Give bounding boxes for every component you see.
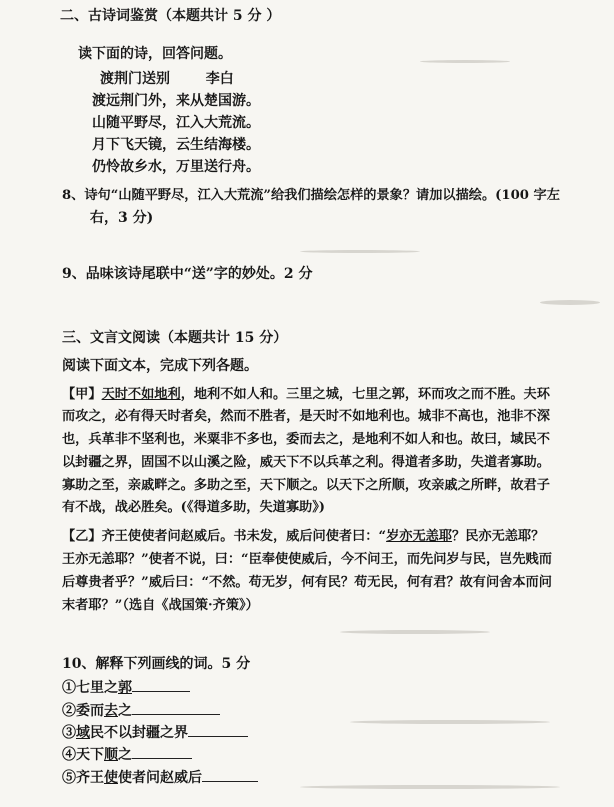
passage-jia-line: 寡助之至，亲戚畔之。多助之至，天下顺之。以天下之所顺，攻亲戚之所畔，故君子	[62, 478, 550, 493]
section-title-poetry: 二、古诗词鉴赏（本题共计 5 分 ）	[60, 8, 281, 24]
passage-jia-line	[62, 385, 550, 405]
question-8-line1: 8、诗句“山随平野尽，江入大荒流”给我们描绘怎样的景象？请加以描绘。(100 字左	[62, 188, 560, 203]
item-number: ②	[62, 703, 76, 719]
poem-line: 月下飞天镜，云生结海楼。	[92, 137, 260, 153]
vocab-item: ④天下顺之	[62, 744, 192, 765]
underlined-word: 顺	[104, 747, 118, 763]
passage-yi-line: 末者耶？”（选自《战国策·齐策》）	[62, 598, 259, 613]
scan-noise	[420, 60, 510, 63]
poem-line: 山随平野尽，江入大荒流。	[92, 115, 260, 131]
poem-title-text: 渡荆门送别	[100, 71, 170, 87]
passage-yi-line	[62, 527, 544, 547]
underlined-word: 域	[76, 725, 90, 741]
question-9: 9、品味该诗尾联中“送”字的妙处。2 分	[62, 266, 313, 282]
passage-text: 齐王使使者问赵威后。书未发，威后问使者曰：“	[101, 529, 387, 544]
passage-jia-line: 以封疆之界，固国不以山溪之险，威天下不以兵革之利。得道者多助，失道者寡助。	[62, 455, 550, 470]
scan-noise	[340, 630, 490, 634]
passage-yi-line: 王亦无恙耶？”使者不说，曰：“臣奉使使威后，今不问王，而先问岁与民，岂先贱而	[62, 552, 552, 567]
item-number: ④	[62, 747, 76, 763]
passage-text: ？民亦无恙耶？	[452, 529, 545, 544]
scan-noise	[300, 250, 420, 253]
answer-blank[interactable]	[132, 677, 190, 692]
classical-instructions: 阅读下面文本，完成下列各题。	[62, 358, 258, 374]
question-10-title: 10、解释下列画线的词。5 分	[62, 656, 251, 672]
question-8-line2: 右，3 分)	[90, 210, 154, 226]
answer-blank[interactable]	[132, 700, 220, 715]
underlined-phrase: 岁亦无恙耶	[386, 529, 453, 544]
scan-noise	[300, 785, 560, 789]
poem-line: 渡远荆门外，来从楚国游。	[92, 93, 260, 109]
passage-yi-line: 后尊贵者乎？”威后曰：“不然。苟无岁，何有民？苟无民，何有君？故有问舍本而问	[62, 575, 552, 590]
item-number: ①	[62, 680, 76, 696]
vocab-item: ①七里之郭	[62, 677, 190, 698]
passage-text: ，地利不如人和。三里之城，七里之郭，环而攻之而不胜。夫环	[180, 387, 550, 402]
poem-author: 李白	[205, 71, 234, 87]
section-title-classical: 三、文言文阅读（本题共计 15 分）	[62, 330, 288, 346]
poem-title	[100, 69, 234, 89]
vocab-item: ⑤齐王使使者问赵威后	[62, 767, 258, 788]
answer-blank[interactable]	[202, 767, 258, 782]
answer-blank[interactable]	[188, 722, 248, 737]
scan-noise	[540, 300, 600, 305]
passage-jia-line: 有不战，战必胜矣。(《得道多助，失道寡助》)	[62, 500, 326, 515]
vocab-item: ③域民不以封疆之界	[62, 722, 248, 743]
passage-jia-line: 也，兵革非不坚利也，米粟非不多也，委而去之，是地利不如人和也。故曰，域民不	[62, 432, 550, 447]
underlined-phrase: 天时不如地利	[101, 387, 181, 402]
underlined-word: 郭	[118, 680, 132, 696]
underlined-word: 去	[104, 703, 118, 719]
poetry-instructions: 读下面的诗，回答问题。	[78, 46, 232, 62]
poem-line: 仍怜故乡水，万里送行舟。	[92, 159, 260, 175]
underlined-word: 使	[104, 770, 118, 786]
passage-jia-line: 而攻之，必有得天时者矣，然而不胜者，是天时不如地利也。城非不高也，池非不深	[62, 409, 550, 424]
item-number: ⑤	[62, 770, 76, 786]
passage-yi-tag: 【乙】	[62, 529, 102, 544]
passage-jia-tag: 【甲】	[62, 387, 102, 402]
scan-noise	[350, 720, 550, 724]
item-number: ③	[62, 725, 76, 741]
vocab-item: ②委而去之	[62, 700, 220, 721]
answer-blank[interactable]	[132, 744, 192, 759]
